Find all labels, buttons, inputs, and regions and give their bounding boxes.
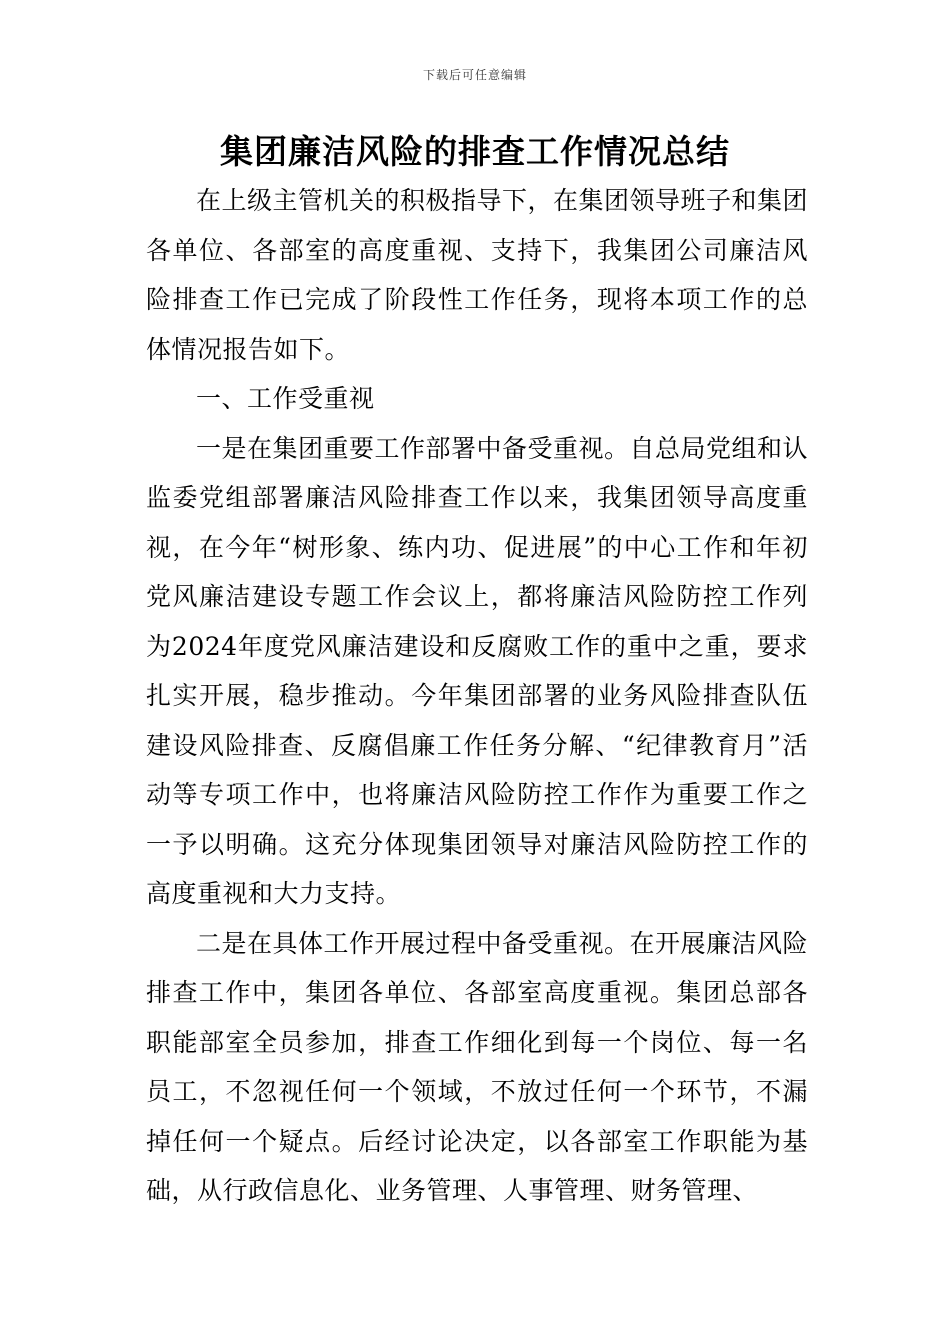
intro-paragraph: 在上级主管机关的积极指导下，在集团领导班子和集团各单位、各部室的高度重视、支持下，我集团公司廉洁风险排查工作已完成了阶段性工作任务，现将本项工作的总体情况报告如下。 [146,186,809,364]
section-heading: 一、工作受重视 [196,384,375,413]
header-note: 下载后可任意编辑 [422,68,527,82]
paragraph-first-point: 一是在集团重要工作部署中备受重视。自总局党组和认监委党组部署廉洁风险排查工作以来，我集团领导高度重视，在今年“树形象、练内功、促进展”的中心工作和年初党风廉洁建设专题工作会议上，都将廉洁风险防控工作列为2024年度党风廉洁建设和反腐败工作的重中之重，要求扎实开展，稳步推动。今年集团部署的业务风险排查队伍建设风险排查、反腐倡廉工作任务分解、“纪律教育月”活动等专项工作中，也将廉洁风险防控工作作为重要工作之一予以明确。这充分体现集团领导对廉洁风险防控工作的高度重视和大力支持。 [146,433,809,908]
document-title: 集团廉洁风险的排查工作情况总结 [220,132,730,171]
document-body [146,176,808,1216]
paragraph-second-point: 二是在具体工作开展过程中备受重视。在开展廉洁风险排查工作中，集团各单位、各部室高度重视。集团总部各职能部室全员参加，排查工作细化到每一个岗位、每一名员工，不忽视任何一个领域，不放过任何一个环节，不漏掉任何一个疑点。后经讨论决定，以各部室工作职能为基础，从行政信息化、业务管理、人事管理、财务管理、 [146,928,809,1205]
